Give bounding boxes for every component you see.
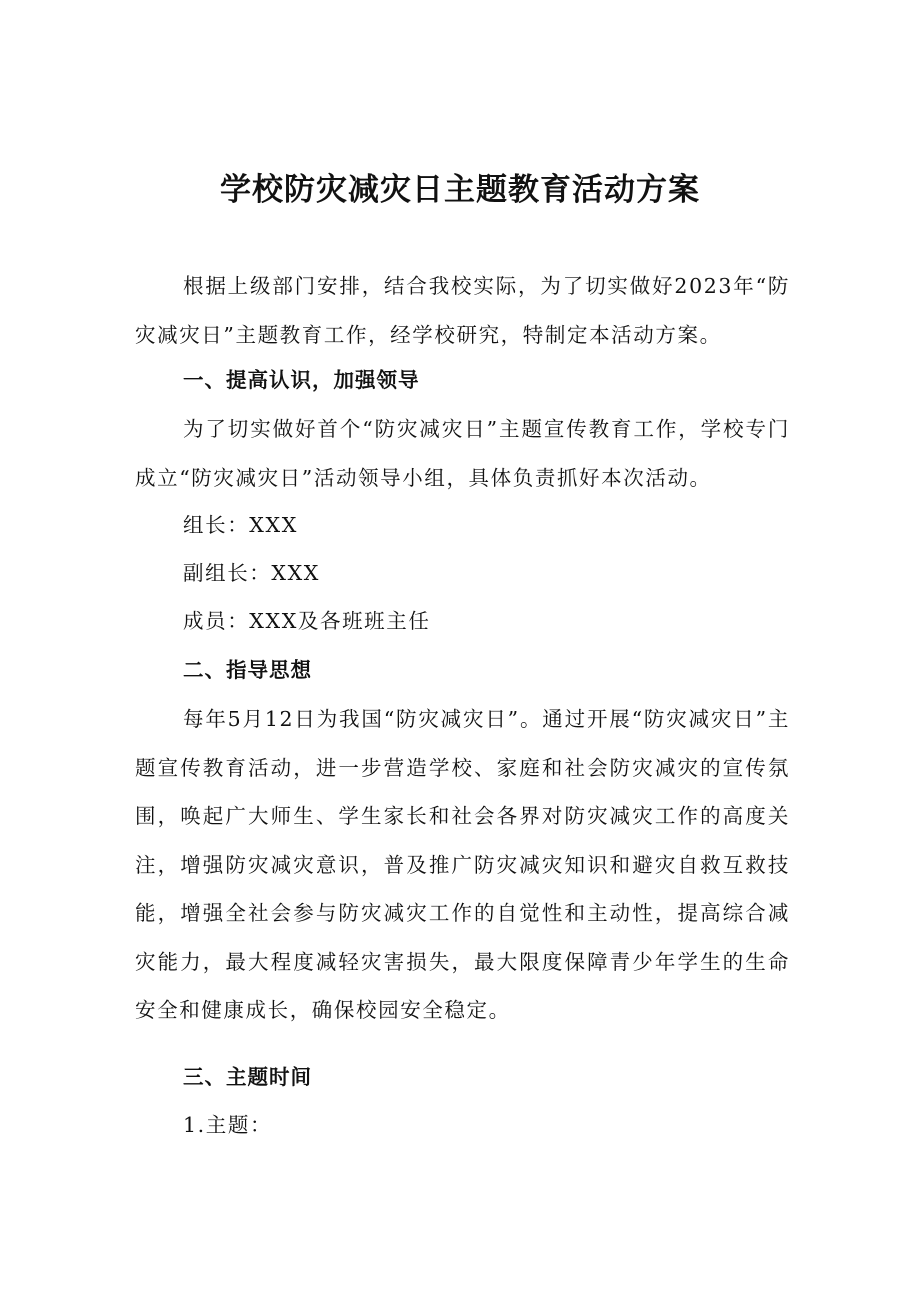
section-1-paragraph: 为了切实做好首个“防灾减灾日”主题宣传教育工作，学校专门成立“防灾减灾日”活动领导小组，具体负责抓好本次活动。 [135, 417, 790, 490]
members-line: 成员：XXX及各班班主任 [183, 609, 431, 633]
section-2-heading: 二、指导思想 [183, 658, 312, 682]
section-1-heading: 一、提高认识，加强领导 [183, 368, 420, 392]
intro-paragraph: 根据上级部门安排，结合我校实际，为了切实做好2023年“防灾减灾日”主题教育工作，经学校研究，特制定本活动方案。 [135, 274, 790, 347]
deputy-leader-line: 副组长：XXX [183, 561, 320, 585]
document-title: 学校防灾减灾日主题教育活动方案 [220, 172, 700, 208]
leader-line: 组长：XXX [183, 513, 298, 537]
section-2-paragraph: 每年5月12日为我国“防灾减灾日”。通过开展“防灾减灾日”主题宣传教育活动，进一步营造学校、家庭和社会防灾减灾的宣传氛围，唤起广大师生、学生家长和社会各界对防灾减灾工作的高度关注，增强防灾减灾意识，普及推广防灾减灾知识和避灾自救互救技能，增强全社会参与防灾减灾工作的自觉性和主动性，提高综合减灾能力，最大程度减轻灾害损失，最大限度保障青少年学生的生命安全和健康成长，确保校园安全稳定。 [135, 707, 790, 1022]
theme-item: 1.主题： [183, 1113, 273, 1137]
section-3-heading: 三、主题时间 [183, 1065, 312, 1089]
